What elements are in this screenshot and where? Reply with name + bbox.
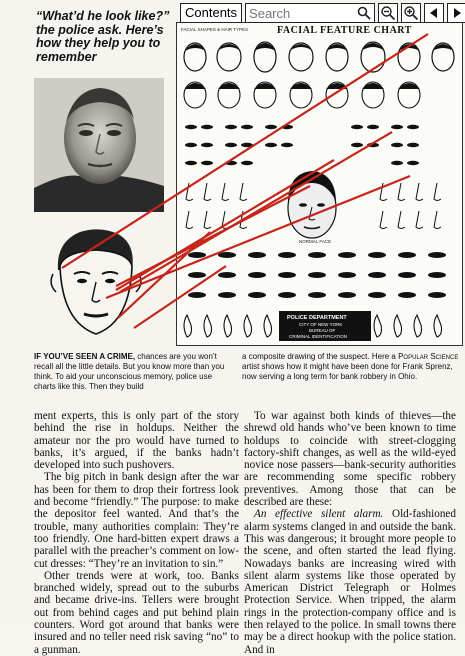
normal-face-label: NORMAL FACE <box>299 239 332 244</box>
paragraph: Other trends were at work, too. Banks branched widely, spread out to the suburbs and became drive-ins. Tellers were brought out from behind cages and put behind plain counters. Word got around that banks were insured and no teller need risk saving “no” to a gunman. <box>34 569 239 656</box>
zoom-in-icon <box>403 5 419 21</box>
search-input[interactable] <box>246 4 360 22</box>
seal-line-2: CITY OF NEW YORK <box>299 322 343 327</box>
next-page-icon <box>450 6 464 20</box>
caption-lead: IF YOU’VE SEEN A CRIME, <box>34 352 136 361</box>
subheading: An effective silent alarm. <box>254 508 384 521</box>
search-icon[interactable] <box>357 6 371 20</box>
body-column-right <box>244 410 456 656</box>
chart-drawings <box>177 23 462 345</box>
caption-right-text-1: a composite drawing of the suspect. Here a <box>242 352 399 361</box>
zoom-out-icon <box>380 5 396 21</box>
seal-line-4: CRIMINAL IDENTIFICATION <box>289 334 348 339</box>
paragraph: ment experts, this is only part of the story behind the rise in holdups. Neither the amateur nor the pro would have turned to banks, it’s argued, if the banks hadn’t developed into such pushovers. <box>34 410 239 472</box>
paragraph: The big pitch in bank design after the war has been for them to drop their fortress look and become “friendly.” The purpose: to make the depositor feel wanted. And that’s the trouble, many authorities complain: They’re too friendly. One hard-bitten expert draws a parallel with the preacher’s comment on low-cut dresses: “They’re an invitation to sin.” <box>34 471 239 570</box>
zoom-in-button[interactable] <box>401 3 421 23</box>
caption-right-text-2: artist shows how it might have been done for Frank Sprenz, now serving a long term for bank robbery in Ohio. <box>242 362 453 381</box>
paragraph <box>244 508 456 656</box>
seal-line-3: BUREAU OF <box>309 328 336 333</box>
body-column-left <box>34 410 239 656</box>
suspect-photo <box>34 78 164 212</box>
headline-quote: “What’d he look like?” the police ask. Here’s how they help you to remember <box>36 9 170 64</box>
paragraph: To war against both kinds of thieves—the shrewd old hands who’ve been known to time holdups to coincide with street-clogging factory-shift changes, as well as the wild-eyed novice nose passers—bank-security authorities are recommending some specific robbery preventives. Among those that can be described are these: <box>244 410 456 509</box>
facial-feature-chart <box>176 22 463 346</box>
caption-left-text: chances are you won’t recall all the little details. But you know more than you think. To aid your unconscious memory, police use charts like this. Then they build <box>34 352 225 391</box>
zoom-out-button[interactable] <box>378 3 398 23</box>
composite-sketch <box>40 222 152 340</box>
chart-title: FACIAL FEATURE CHART <box>277 25 412 36</box>
paragraph-text: Old-fashioned alarm systems clanged in and outside the bank. This was dangerous; it brought more people to the scene, and often started the lead flying. Nowadays banks are increasing wired with silent alarm systems like those operated by American District Telegraph or Holmes Protection Service. When tripped, the alarm rings in the protection-company office and is then relayed to the police. In small towns there may be a direct hookup with the police station. And in <box>244 508 456 656</box>
caption-right <box>242 352 460 382</box>
prev-page-button[interactable] <box>424 3 444 23</box>
seal-line-1: POLICE DEPARTMENT <box>287 315 347 321</box>
next-page-button[interactable] <box>447 3 465 23</box>
caption-left <box>34 352 234 392</box>
chart-section-label: FACIAL SHAPES & HAIR TYPES <box>181 27 249 32</box>
search-field[interactable] <box>245 3 375 23</box>
contents-button[interactable]: Contents <box>180 3 242 23</box>
prev-page-icon <box>427 6 441 20</box>
magazine-name: Popular Science <box>398 352 459 361</box>
viewer-toolbar <box>180 2 465 24</box>
